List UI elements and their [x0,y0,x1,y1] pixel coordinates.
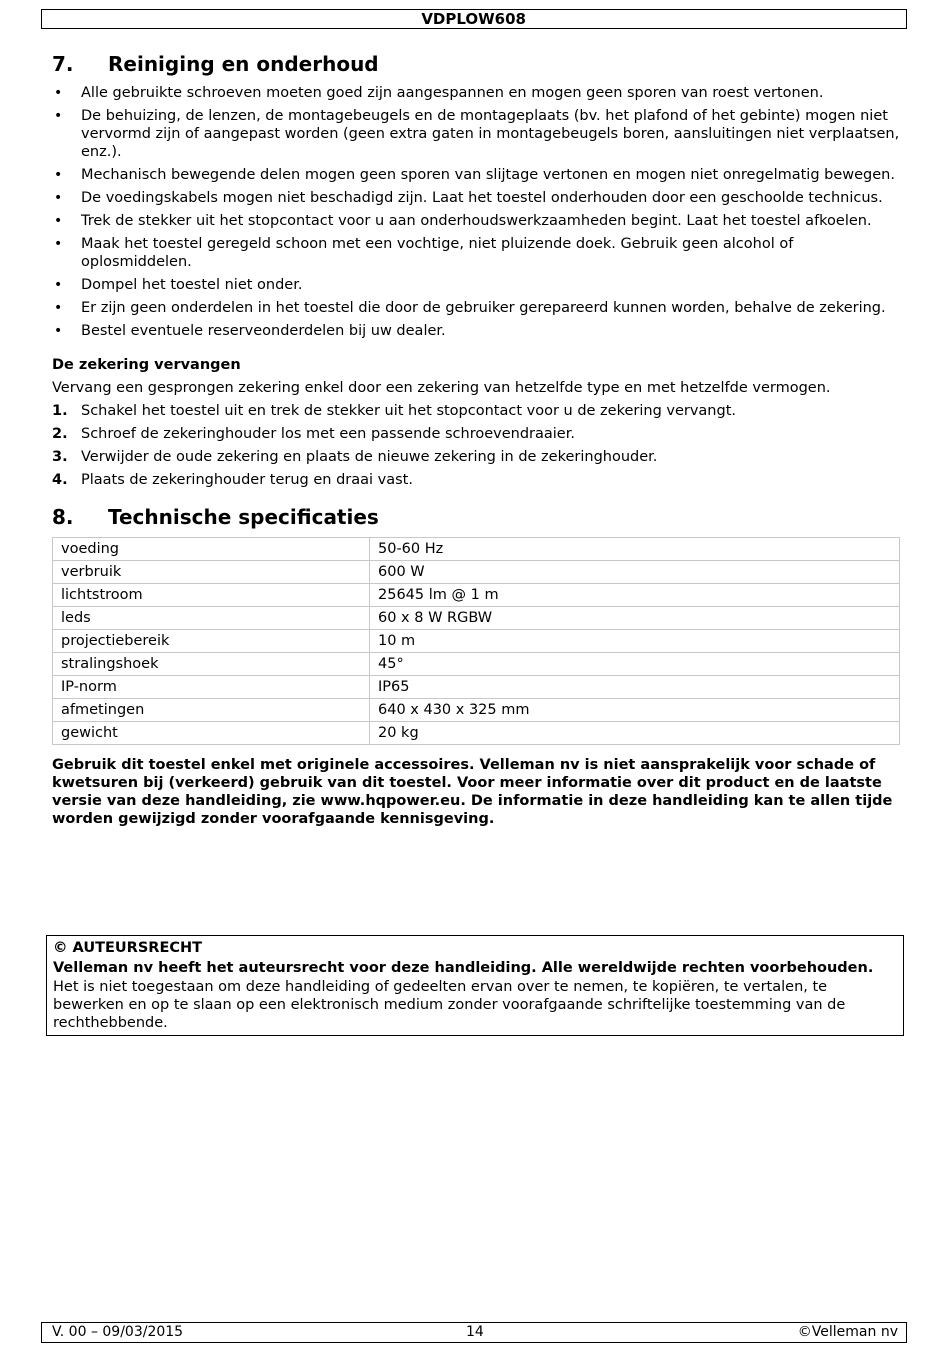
spec-key: lichtstroom [53,584,370,607]
copyright-title: © AUTEURSRECHT [53,940,203,956]
company-copyright: ©Velleman nv [797,1324,898,1340]
list-item: • Maak het toestel geregeld schoon met een vochtige, niet pluizende doek. Gebruik geen alcohol of oplosmiddelen. [54,236,794,270]
bullet-icon: • [54,300,63,316]
spec-key: voeding [53,538,370,561]
table-row [53,584,900,607]
bullet-icon: • [54,323,63,339]
spec-key: stralingshoek [53,653,370,676]
fuse-heading: De zekering vervangen [52,357,241,373]
table-row [53,676,900,699]
list-item: • Er zijn geen onderdelen in het toestel die door de gebruiker gerepareerd kunnen worden, behalve de zekering. [54,300,886,316]
bullet-icon: • [54,85,63,101]
section-number: 8. [52,505,74,529]
step-item: 4. Plaats de zekeringhouder terug en draai vast. [52,472,413,488]
version-date: V. 00 – 09/03/2015 [52,1324,184,1340]
copyright-box [46,935,904,1036]
copyright-body: Het is niet toegestaan om deze handleiding of gedeelten ervan over te nemen, te kopiëren, te vertalen, te bewerken en op te slaan op een elektronisch medium zonder voorafgaande schriftelijke toestemming van de rechthebbende. [53,979,846,1031]
spec-value: 50-60 Hz [370,538,900,561]
list-item: • Dompel het toestel niet onder. [54,277,303,293]
model-name: VDPLOW608 [421,10,526,28]
section-title: Technische specificaties [108,505,379,529]
spec-value: IP65 [370,676,900,699]
page-content [52,50,900,828]
section-number: 7. [52,52,74,76]
table-row [53,653,900,676]
maintenance-list [52,84,900,340]
list-item: • Alle gebruikte schroeven moeten goed zijn aangespannen en mogen geen sporen van roest vertonen. [54,85,824,101]
page-number: 14 [466,1324,484,1340]
section-7-heading [52,50,900,78]
step-item: 3. Verwijder de oude zekering en plaats de nieuwe zekering in de zekeringhouder. [52,449,658,465]
spec-value: 600 W [370,561,900,584]
bullet-icon: • [54,236,63,252]
accessories-notice: Gebruik dit toestel enkel met originele accessoires. Velleman nv is niet aansprakelijk voor schade of kwetsuren bij (verkeerd) gebruik van dit toestel. Voor meer informatie over dit product en de laatste versie van deze handleiding, zie www.hqpower.eu. De informatie in deze handleiding kan te allen tijde worden gewijzigd zonder voorafgaande kennisgeving. [52,757,893,827]
list-item: • Bestel eventuele reserveonderdelen bij uw dealer. [54,323,446,339]
spec-key: gewicht [53,722,370,745]
table-row [53,722,900,745]
spec-value: 25645 lm @ 1 m [370,584,900,607]
spec-key: leds [53,607,370,630]
table-row [53,607,900,630]
step-item: 1. Schakel het toestel uit en trek de stekker uit het stopcontact voor u de zekering vervangt. [52,403,736,419]
fuse-steps [52,402,900,489]
step-number: 1. [52,403,68,419]
bullet-icon: • [54,213,63,229]
table-row [53,630,900,653]
spec-key: verbruik [53,561,370,584]
list-item: • De behuizing, de lenzen, de montagebeugels en de montageplaats (bv. het plafond of het gebinte) mogen niet vervormd zijn of aangepast worden (geen extra gaten in montagebeugels boren, aansluitingen niet verplaatsen, enz.). [54,108,900,160]
page-header [41,9,907,29]
spec-value: 45° [370,653,900,676]
table-row [53,538,900,561]
step-number: 3. [52,449,68,465]
spec-value: 20 kg [370,722,900,745]
bullet-icon: • [54,277,63,293]
table-row [53,561,900,584]
spec-table [52,537,900,745]
spec-key: IP-norm [53,676,370,699]
list-item: • De voedingskabels mogen niet beschadigd zijn. Laat het toestel onderhouden door een geschoolde technicus. [54,190,883,206]
bullet-icon: • [54,167,63,183]
spec-key: afmetingen [53,699,370,722]
bullet-icon: • [54,108,63,124]
fuse-intro: Vervang een gesprongen zekering enkel door een zekering van hetzelfde type en met hetzelfde vermogen. [52,380,831,396]
step-item: 2. Schroef de zekeringhouder los met een passende schroevendraaier. [52,426,575,442]
spec-key: projectiebereik [53,630,370,653]
section-8-heading [52,503,900,531]
copyright-statement: Velleman nv heeft het auteursrecht voor deze handleiding. Alle wereldwijde rechten voorbehouden. [53,960,874,976]
bullet-icon: • [54,190,63,206]
spec-value: 640 x 430 x 325 mm [370,699,900,722]
step-number: 4. [52,472,68,488]
page-footer [41,1322,907,1343]
spec-value: 10 m [370,630,900,653]
spec-value: 60 x 8 W RGBW [370,607,900,630]
section-title: Reiniging en onderhoud [108,52,379,76]
step-number: 2. [52,426,68,442]
list-item: • Trek de stekker uit het stopcontact voor u aan onderhoudswerkzaamheden begint. Laat het toestel afkoelen. [54,213,872,229]
list-item: • Mechanisch bewegende delen mogen geen sporen van slijtage vertonen en mogen niet onregelmatig bewegen. [54,167,895,183]
table-row [53,699,900,722]
